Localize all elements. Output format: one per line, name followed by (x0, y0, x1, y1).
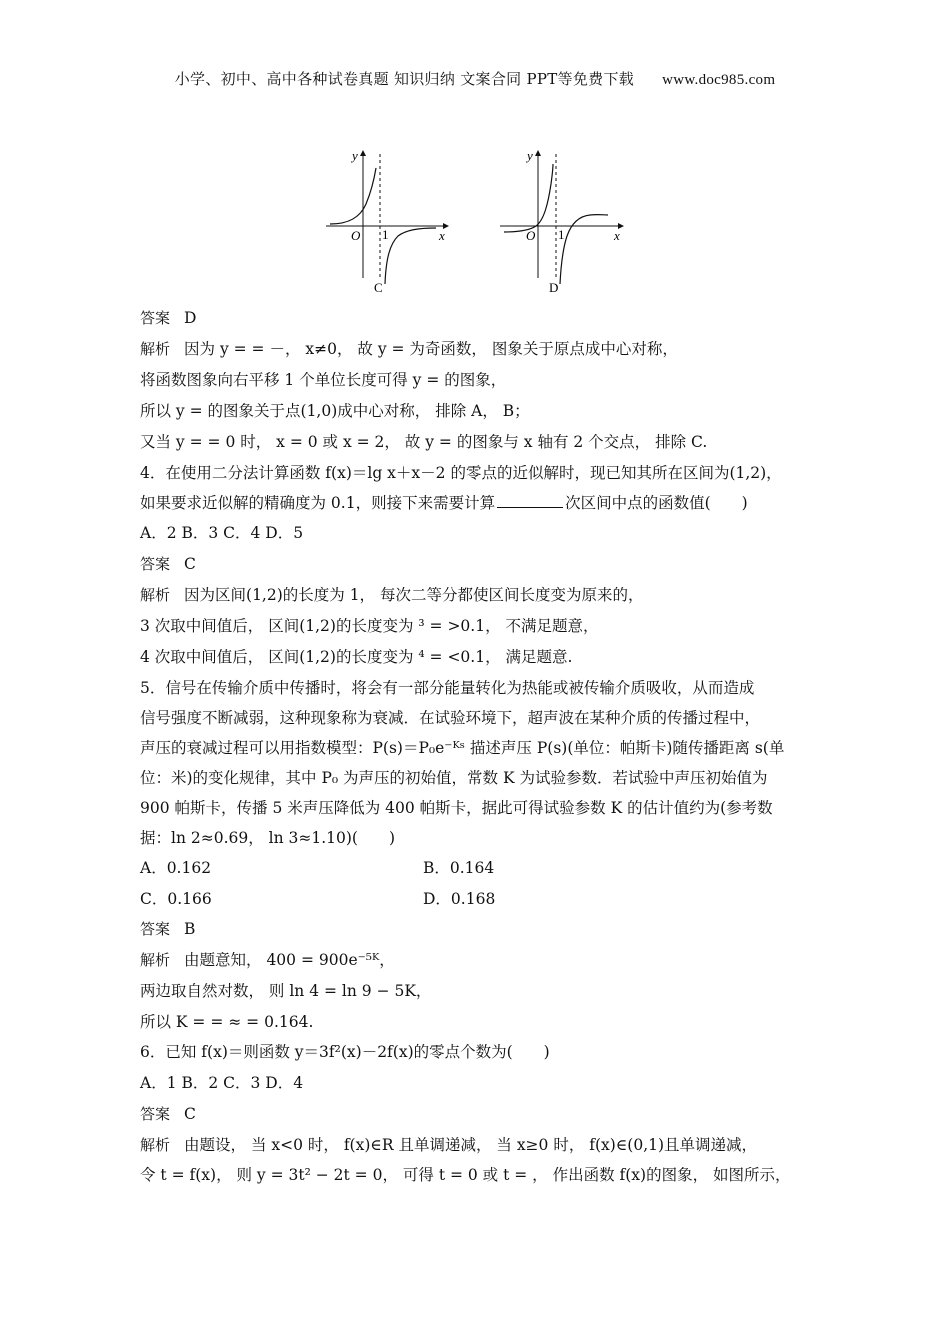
graph-c-left-branch (330, 168, 376, 224)
graph-d-y-label: y (527, 148, 533, 163)
graph-c-one: 1 (382, 227, 389, 242)
answer-tag: 答案 (140, 309, 171, 327)
q5-options-row-2 (140, 888, 496, 910)
q5-stem-line-5: 900 帕斯卡，传播 5 米声压降低为 400 帕斯卡，据此可得试验参数 K 的估计值约为(参考数 (140, 799, 773, 817)
answer-value: B (184, 920, 196, 938)
q5-stem-line-3: 声压的衰减过程可以用指数模型：P(s)＝P₀e⁻ᴷˢ 描述声压 P(s)(单位：帕斯卡)随传播距离 s(单 (140, 739, 785, 757)
option-d: D．0.168 (423, 890, 496, 908)
q6-stem: 6．已知 f(x)＝则函数 y＝3f²(x)－2f(x)的零点个数为( ) (140, 1043, 550, 1061)
q4-answer (140, 553, 196, 575)
answer-value: D (184, 309, 197, 327)
answer-tag: 答案 (140, 1105, 171, 1123)
q5-analysis-line-3: 所以 K = = ≈ = 0.164. (140, 1013, 314, 1031)
q6-analysis-line-1 (140, 1134, 757, 1156)
q4-analysis-line-3: 4 次取中间值后， 区间(1,2)的长度变为 ⁴ = <0.1， 满足题意. (140, 648, 573, 666)
answer-blank (497, 493, 563, 508)
page-header (0, 68, 950, 89)
q4-options: A．2 B．3 C．4 D．5 (140, 524, 304, 542)
q6-analysis-line-2: 令 t = f(x)， 则 y = 3t² − 2t = 0， 可得 t = 0 或 t = ， 作出函数 f(x)的图象， 如图所示， (140, 1166, 791, 1184)
q6-answer (140, 1103, 196, 1125)
q4-stem-part-a: 如果要求近似解的精确度为 0.1，则接下来需要计算 (140, 494, 496, 512)
analysis-tag: 解析 (140, 340, 171, 358)
q6-options: A．1 B．2 C．3 D．4 (140, 1074, 304, 1092)
graph-c-y-arrow (360, 150, 366, 156)
q5-options-row-1 (140, 857, 495, 879)
graph-c-y-label: y (352, 148, 358, 163)
graph-d-y-arrow (535, 150, 541, 156)
graph-d-x-label: x (614, 228, 620, 243)
q3-analysis-line-1 (140, 338, 678, 360)
graph-c (326, 148, 449, 295)
q3-answer (140, 307, 196, 329)
analysis-text: 由题意知， 400 = 900e⁻⁵ᴷ， (184, 951, 395, 969)
q4-analysis-line-2: 3 次取中间值后， 区间(1,2)的长度变为 ³ = >0.1， 不满足题意， (140, 617, 599, 635)
q5-answer (140, 918, 195, 940)
graph-d (500, 148, 624, 295)
analysis-tag: 解析 (140, 586, 171, 604)
graphs-svg (318, 140, 638, 300)
answer-tag: 答案 (140, 555, 171, 573)
q5-analysis-line-1 (140, 949, 395, 971)
graph-d-right-branch (560, 215, 608, 284)
graph-d-caption: D (549, 280, 559, 295)
graph-d-origin: O (526, 228, 536, 243)
q3-analysis-line-2: 将函数图象向右平移 1 个单位长度可得 y = 的图象， (140, 371, 507, 389)
q5-stem-line-1: 5．信号在传输介质中传播时，将会有一部分能量转化为热能或被传输介质吸收，从而造成 (140, 679, 755, 697)
analysis-text: 因为 y = = －， x≠0， 故 y = 为奇函数， 图象关于原点成中心对称， (184, 340, 678, 358)
option-c: C．0.166 (140, 890, 212, 908)
graph-c-x-label: x (439, 228, 445, 243)
graph-c-caption: C (374, 280, 383, 295)
q4-stem-part-b: 次区间中点的函数值( ) (565, 494, 748, 512)
q5-stem-line-6: 据：ln 2≈0.69， ln 3≈1.10)( ) (140, 829, 396, 847)
option-a: A．0.162 (140, 859, 212, 877)
graph-d-one: 1 (558, 227, 565, 242)
header-url[interactable]: www.doc985.com (662, 72, 776, 88)
graph-d-left-branch (504, 164, 553, 232)
graph-c-origin: O (351, 228, 361, 243)
answer-value: C (184, 1105, 196, 1123)
analysis-tag: 解析 (140, 1136, 171, 1154)
q4-stem-line-1: 4．在使用二分法计算函数 f(x)＝lg x＋x－2 的零点的近似解时，现已知其所在区间为(1,2)， (140, 464, 782, 482)
option-b: B．0.164 (423, 859, 495, 877)
q5-stem-line-2: 信号强度不断减弱，这种现象称为衰减．在试验环境下，超声波在某种介质的传播过程中， (140, 709, 761, 727)
q3-analysis-line-4: 又当 y = = 0 时， x = 0 或 x = 2， 故 y = 的图象与 x 轴有 2 个交点， 排除 C. (140, 433, 708, 451)
header-text: 小学、初中、高中各种试卷真题 知识归纳 文案合同 PPT等免费下载 (174, 70, 635, 88)
q3-analysis-line-3: 所以 y = 的图象关于点(1,0)成中心对称， 排除 A， B； (140, 402, 530, 420)
q4-analysis-line-1 (140, 584, 643, 606)
answer-value: C (184, 555, 196, 573)
graph-c-right-branch (385, 228, 436, 284)
analysis-text: 因为区间(1,2)的长度为 1， 每次二等分都使区间长度变为原来的， (184, 586, 644, 604)
analysis-tag: 解析 (140, 951, 171, 969)
q4-stem-line-2 (140, 492, 748, 514)
q5-analysis-line-2: 两边取自然对数， 则 ln 4 = ln 9 − 5K， (140, 982, 432, 1000)
answer-tag: 答案 (140, 920, 171, 938)
analysis-text: 由题设， 当 x<0 时， f(x)∈R 且单调递减， 当 x≥0 时， f(x)∈(0,1)且单调递减， (184, 1136, 758, 1154)
function-graphs (318, 140, 638, 300)
q5-stem-line-4: 位：米)的变化规律，其中 P₀ 为声压的初始值，常数 K 为试验参数．若试验中声压初始值为 (140, 769, 768, 787)
